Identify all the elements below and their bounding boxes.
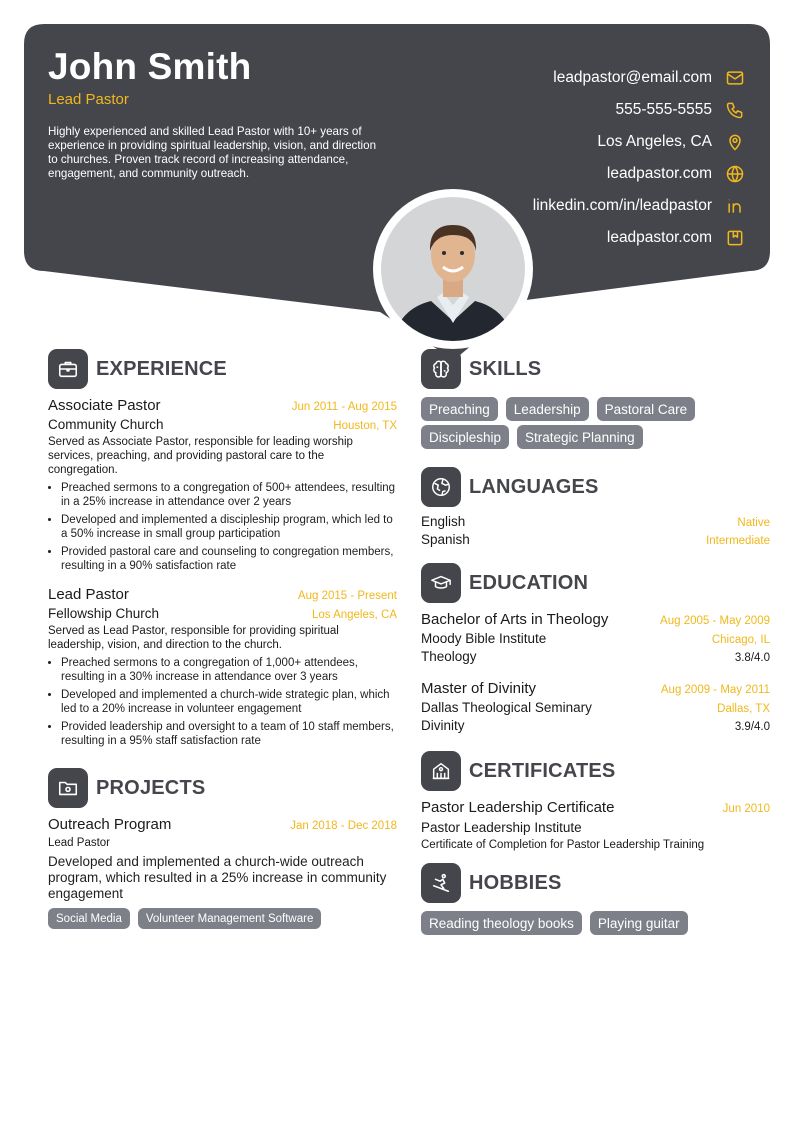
- skiing-icon: [421, 863, 461, 903]
- skill-chip: Strategic Planning: [517, 425, 643, 449]
- project-role: Lead Pastor: [48, 837, 111, 849]
- phone-icon: [724, 99, 746, 121]
- job-title: Associate Pastor: [48, 397, 161, 414]
- company-name: Community Church: [48, 417, 164, 432]
- projects-section: [48, 768, 397, 929]
- bookmark-icon: [724, 227, 746, 249]
- gpa: 3.8/4.0: [734, 652, 770, 664]
- achievement-bullet: • Developed and implemented a church-wide strategic plan, which led to a 20% increase in volunteer engagement: [61, 688, 397, 716]
- contact-location-text: Los Angeles, CA: [597, 133, 712, 150]
- certificates-heading: CERTIFICATES: [469, 759, 616, 782]
- achievement-bullet: • Developed and implemented a discipleship program, which led to a 50% increase in small group participation: [61, 513, 397, 541]
- job-title: Lead Pastor: [48, 586, 129, 603]
- skill-chip: Preaching: [421, 397, 498, 421]
- linkedin-icon: [724, 195, 746, 217]
- candidate-role: Lead Pastor: [48, 91, 129, 108]
- job-dates: Jun 2011 - Aug 2015: [291, 401, 397, 413]
- field-of-study: Divinity: [421, 718, 465, 733]
- graduation-cap-icon: [421, 563, 461, 603]
- project-dates: Jan 2018 - Dec 2018: [290, 820, 397, 832]
- company-name: Fellowship Church: [48, 606, 160, 621]
- language-row: [421, 514, 770, 529]
- project-tag: Volunteer Management Software: [138, 908, 322, 929]
- education-dates: Aug 2009 - May 2011: [660, 684, 770, 696]
- languages-heading: LANGUAGES: [469, 475, 599, 498]
- job-achievements: [48, 656, 397, 748]
- language-row: [421, 532, 770, 547]
- location-pin-icon: [724, 131, 746, 153]
- profile-photo: [373, 189, 533, 349]
- contact-website[interactable]: [533, 158, 746, 190]
- certificates-section: [421, 751, 770, 851]
- candidate-name: John Smith: [48, 46, 252, 87]
- skills-section: [421, 349, 770, 449]
- education-item: [421, 680, 770, 733]
- hobbies-heading: HOBBIES: [469, 871, 562, 894]
- certificate-item: [421, 799, 770, 851]
- contact-linkedin-text: linkedin.com/in/leadpastor: [532, 197, 712, 214]
- left-column: [48, 349, 397, 929]
- contact-list: [533, 62, 746, 254]
- language-name: Spanish: [421, 532, 470, 547]
- skill-chip: Discipleship: [421, 425, 509, 449]
- contact-portfolio-text: leadpastor.com: [606, 229, 712, 246]
- school-location: Dallas, TX: [717, 703, 770, 715]
- job-dates: Aug 2015 - Present: [297, 590, 397, 602]
- right-column: [421, 349, 770, 935]
- hobbies-list: [421, 911, 770, 935]
- experience-section: [48, 349, 397, 748]
- language-name: English: [421, 514, 466, 529]
- achievement-bullet: • Provided leadership and oversight to a team of 10 staff members, resulting in a 95% staff satisfaction rate: [61, 720, 397, 748]
- achievement-bullet: • Provided pastoral care and counseling to congregation members, resulting in a 90% satisfaction rate: [61, 545, 397, 573]
- language-globe-icon: [421, 467, 461, 507]
- contact-phone-text: 555-555-5555: [615, 101, 712, 118]
- certificate-description: Certificate of Completion for Pastor Leadership Training: [421, 839, 705, 851]
- contact-website-text: leadpastor.com: [606, 165, 712, 182]
- education-item: [421, 611, 770, 664]
- hobbies-section: [421, 863, 770, 935]
- project-description: Developed and implemented a church-wide outreach program, which resulted in a 25% increase in community engagement: [48, 854, 387, 901]
- briefcase-icon: [48, 349, 88, 389]
- contact-email-text: leadpastor@email.com: [553, 69, 712, 86]
- skills-heading: SKILLS: [469, 357, 542, 380]
- languages-section: [421, 467, 770, 547]
- project-tag: Social Media: [48, 908, 130, 929]
- experience-heading: EXPERIENCE: [96, 357, 227, 380]
- certificate-date: Jun 2010: [722, 803, 770, 815]
- experience-item: [48, 397, 397, 573]
- project-item: [48, 816, 397, 929]
- envelope-icon: [724, 67, 746, 89]
- hobby-chip: Reading theology books: [421, 911, 582, 935]
- school-name: Dallas Theological Seminary: [421, 700, 592, 715]
- degree-name: Bachelor of Arts in Theology: [421, 611, 609, 628]
- field-of-study: Theology: [421, 649, 477, 664]
- certificate-name: Pastor Leadership Certificate: [421, 799, 615, 816]
- avatar: [381, 197, 525, 341]
- certificate-issuer: Pastor Leadership Institute: [421, 820, 582, 835]
- experience-item: [48, 586, 397, 748]
- language-level: Intermediate: [706, 535, 770, 547]
- project-name: Outreach Program: [48, 816, 172, 833]
- skill-chip: Pastoral Care: [597, 397, 696, 421]
- contact-linkedin[interactable]: [533, 190, 746, 222]
- achievement-bullet: • Preached sermons to a congregation of 1,000+ attendees, resulting in a 30% increase in attendance over 3 years: [61, 656, 397, 684]
- skills-list: [421, 397, 770, 449]
- education-section: [421, 563, 770, 733]
- profile-summary: Highly experienced and skilled Lead Pastor with 10+ years of experience in providing spiritual leadership, vision, and direction to churches. Proven track record of increasing attendance, engagement, and community outreach.: [48, 125, 377, 180]
- education-dates: Aug 2005 - May 2009: [660, 615, 770, 627]
- building-icon: [421, 751, 461, 791]
- gpa: 3.9/4.0: [734, 721, 770, 733]
- globe-icon: [724, 163, 746, 185]
- school-location: Chicago, IL: [711, 634, 770, 646]
- hobby-chip: Playing guitar: [590, 911, 688, 935]
- degree-name: Master of Divinity: [421, 680, 537, 697]
- language-level: Native: [737, 517, 770, 529]
- skill-chip: Leadership: [506, 397, 589, 421]
- project-tags: [48, 908, 397, 929]
- job-location: Houston, TX: [333, 420, 397, 432]
- job-summary: Served as Associate Pastor, responsible for leading worship services, preaching, and providing pastoral care to the congregation.: [48, 436, 353, 476]
- brain-icon: [421, 349, 461, 389]
- contact-email[interactable]: [533, 62, 746, 94]
- contact-portfolio[interactable]: [533, 222, 746, 254]
- school-name: Moody Bible Institute: [421, 631, 547, 646]
- achievement-bullet: • Preached sermons to a congregation of 500+ attendees, resulting in a 25% increase in attendance over 2 years: [61, 481, 397, 509]
- job-summary: Served as Lead Pastor, responsible for providing spiritual leadership, vision, and direction to the church.: [48, 625, 339, 651]
- projects-heading: PROJECTS: [96, 776, 206, 799]
- education-heading: EDUCATION: [469, 571, 589, 594]
- contact-location: [533, 126, 746, 158]
- job-location: Los Angeles, CA: [311, 609, 397, 621]
- folder-icon: [48, 768, 88, 808]
- job-achievements: [48, 481, 397, 573]
- contact-phone[interactable]: [533, 94, 746, 126]
